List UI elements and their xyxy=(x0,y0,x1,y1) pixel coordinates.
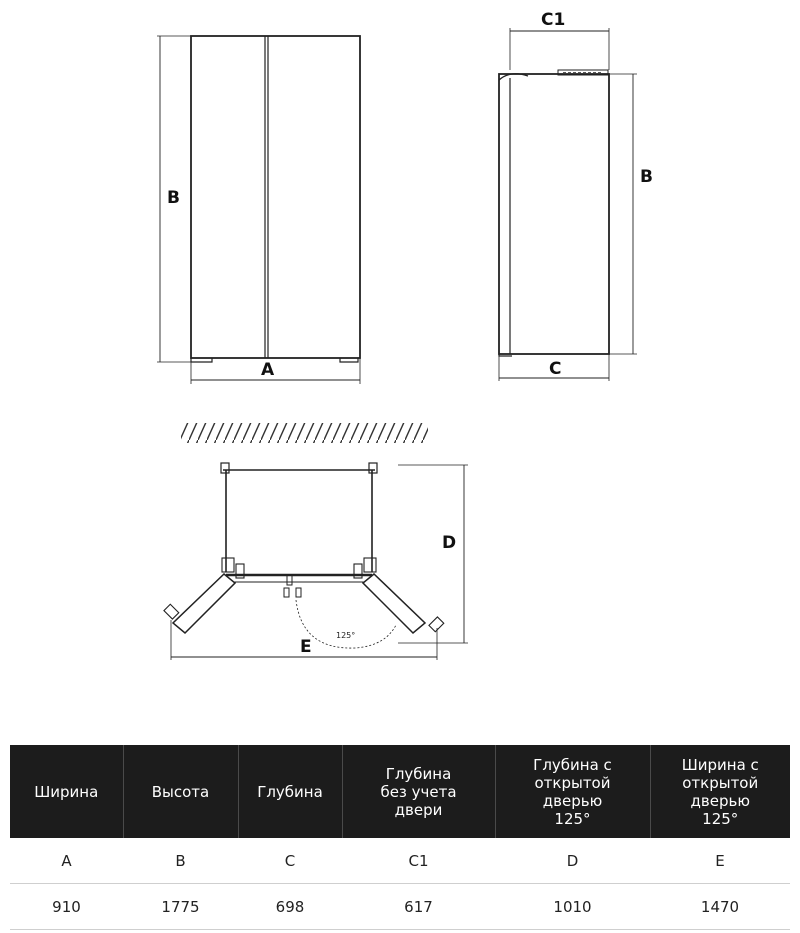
side-view xyxy=(499,28,637,381)
header-depth: Глубина xyxy=(238,745,342,838)
right-door-open xyxy=(363,574,425,633)
header-width: Ширина xyxy=(10,745,123,838)
top-view xyxy=(164,463,468,660)
letter-cell: A xyxy=(10,838,123,884)
side-bottom-depth-label: C xyxy=(549,359,562,379)
value-cell: 698 xyxy=(238,884,342,930)
door-angle-label: 125° xyxy=(336,631,356,640)
table-row-letters xyxy=(10,838,790,884)
wall-hatching xyxy=(181,423,428,443)
front-height-label: B xyxy=(167,188,180,208)
side-height-label: B xyxy=(640,167,653,187)
table-header-row xyxy=(10,745,790,838)
header-depth-without-door: Глубина без учета двери xyxy=(342,745,495,838)
fridge-front-body xyxy=(191,36,360,358)
header-height: Высота xyxy=(123,745,238,838)
letter-cell: E xyxy=(650,838,790,884)
front-view xyxy=(157,36,360,384)
letter-cell: C xyxy=(238,838,342,884)
value-cell: 617 xyxy=(342,884,495,930)
header-depth-open-door: Глубина с открытой дверью 125° xyxy=(495,745,650,838)
side-top-depth-label: C1 xyxy=(541,10,566,30)
value-cell: 1775 xyxy=(123,884,238,930)
top-width-label: E xyxy=(300,637,312,657)
letter-cell: D xyxy=(495,838,650,884)
table-row-values xyxy=(10,884,790,930)
letter-cell: C1 xyxy=(342,838,495,884)
left-door-open xyxy=(173,574,235,633)
dimensions-table xyxy=(10,745,790,930)
header-width-open-door: Ширина с открытой дверью 125° xyxy=(650,745,790,838)
front-width-label: A xyxy=(261,360,275,380)
value-cell: 1470 xyxy=(650,884,790,930)
letter-cell: B xyxy=(123,838,238,884)
value-cell: 1010 xyxy=(495,884,650,930)
top-depth-label: D xyxy=(442,533,457,553)
fridge-side-body xyxy=(499,74,609,354)
value-cell: 910 xyxy=(10,884,123,930)
